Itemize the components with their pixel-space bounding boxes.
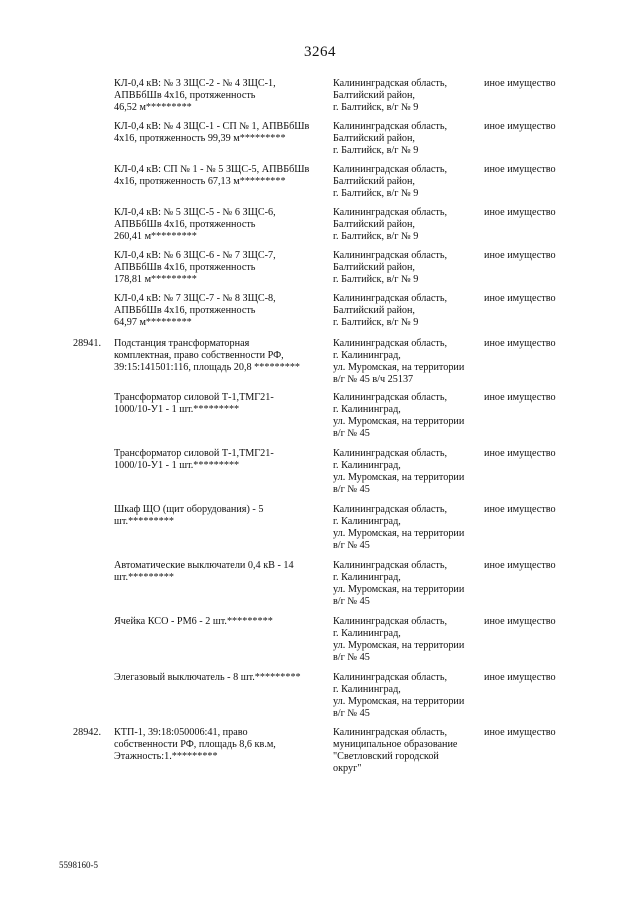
row-type: иное имущество — [484, 392, 556, 403]
row-number: 28942. — [73, 727, 102, 738]
row-description: Автоматические выключатели 0,4 кВ - 14 шт.********* — [114, 560, 294, 584]
table-row — [0, 616, 640, 672]
row-address: Калининградская область, г. Калининград, ул. Муромская, на территории в/г № 45 — [333, 448, 465, 496]
table-row — [0, 672, 640, 727]
table-row — [0, 207, 640, 250]
table-row — [0, 121, 640, 164]
row-description: КЛ-0,4 кВ: № 4 ЗЩС-1 - СП № 1, АПВБбШв 4х16, протяженность 99,39 м********* — [114, 121, 310, 145]
row-type: иное имущество — [484, 672, 556, 683]
row-type: иное имущество — [484, 250, 556, 261]
row-description: Элегазовый выключатель - 8 шт.********* — [114, 672, 301, 683]
row-type: иное имущество — [484, 207, 556, 218]
table-row — [0, 293, 640, 338]
row-description: КЛ-0,4 кВ: № 6 ЗЩС-6 - № 7 ЗЩС-7, АПВБбШв 4х16, протяженность 178,81 м********* — [114, 250, 276, 286]
row-description: Подстанция трансформаторная комплектная, право собственности РФ, 39:15:141501:116, площадь 20,8 ********* — [114, 338, 301, 374]
table-row — [0, 338, 640, 392]
row-description: КЛ-0,4 кВ: № 7 ЗЩС-7 - № 8 ЗЩС-8, АПВБбШв 4х16, протяженность 64,97 м********* — [114, 293, 276, 329]
page-number: 3264 — [304, 44, 336, 60]
row-description: Ячейка КСО - РМ6 - 2 шт.********* — [114, 616, 273, 627]
table-row — [0, 78, 640, 121]
row-address: Калининградская область, Балтийский район, г. Балтийск, в/г № 9 — [333, 250, 448, 286]
row-type: иное имущество — [484, 504, 556, 515]
row-type: иное имущество — [484, 727, 556, 738]
row-type: иное имущество — [484, 78, 556, 89]
table-row — [0, 560, 640, 616]
row-address: Калининградская область, муниципальное образование "Светловский городской округ" — [333, 727, 458, 775]
row-type: иное имущество — [484, 121, 556, 132]
row-type: иное имущество — [484, 560, 556, 571]
row-address: Калининградская область, Балтийский район, г. Балтийск, в/г № 9 — [333, 164, 448, 200]
property-table — [0, 78, 640, 787]
row-address: Калининградская область, г. Калининград, ул. Муромская, на территории в/г № 45 — [333, 504, 465, 552]
row-address: Калининградская область, Балтийский район, г. Балтийск, в/г № 9 — [333, 78, 448, 114]
row-address: Калининградская область, г. Калининград, ул. Муромская, на территории в/г № 45 — [333, 560, 465, 608]
row-description: Трансформатор силовой Т-1,ТМГ21- 1000/10-У1 - 1 шт.********* — [114, 392, 274, 416]
row-description: Трансформатор силовой Т-1,ТМГ21- 1000/10-У1 - 1 шт.********* — [114, 448, 274, 472]
row-address: Калининградская область, Балтийский район, г. Балтийск, в/г № 9 — [333, 293, 448, 329]
row-description: Шкаф ЩО (щит оборудования) - 5 шт.********* — [114, 504, 264, 528]
row-address: Калининградская область, Балтийский район, г. Балтийск, в/г № 9 — [333, 207, 448, 243]
document-code: 5598160-5 — [59, 860, 98, 870]
row-type: иное имущество — [484, 448, 556, 459]
row-description: КТП-1, 39:18:050006:41, право собственности РФ, площадь 8,6 кв.м, Этажность:1.********* — [114, 727, 276, 763]
row-address: Калининградская область, г. Калининград, ул. Муромская, на территории в/г № 45 — [333, 672, 465, 720]
row-address: Калининградская область, г. Калининград, ул. Муромская, на территории в/г № 45 в/ч 25137 — [333, 338, 465, 386]
table-row — [0, 250, 640, 293]
row-address: Калининградская область, Балтийский район, г. Балтийск, в/г № 9 — [333, 121, 448, 157]
row-number: 28941. — [73, 338, 102, 349]
table-row — [0, 448, 640, 504]
table-row — [0, 727, 640, 787]
table-row — [0, 392, 640, 448]
row-description: КЛ-0,4 кВ: № 5 ЗЩС-5 - № 6 ЗЩС-6, АПВБбШв 4х16, протяженность 260,41 м********* — [114, 207, 276, 243]
row-address: Калининградская область, г. Калининград, ул. Муромская, на территории в/г № 45 — [333, 616, 465, 664]
table-row — [0, 164, 640, 207]
row-type: иное имущество — [484, 164, 556, 175]
row-description: КЛ-0,4 кВ: СП № 1 - № 5 ЗЩС-5, АПВБбШв 4х16, протяженность 67,13 м********* — [114, 164, 310, 188]
row-description: КЛ-0,4 кВ: № 3 ЗЩС-2 - № 4 ЗЩС-1, АПВБбШв 4х16, протяженность 46,52 м********* — [114, 78, 276, 114]
row-type: иное имущество — [484, 338, 556, 349]
table-row — [0, 504, 640, 560]
row-type: иное имущество — [484, 293, 556, 304]
row-type: иное имущество — [484, 616, 556, 627]
row-address: Калининградская область, г. Калининград, ул. Муромская, на территории в/г № 45 — [333, 392, 465, 440]
